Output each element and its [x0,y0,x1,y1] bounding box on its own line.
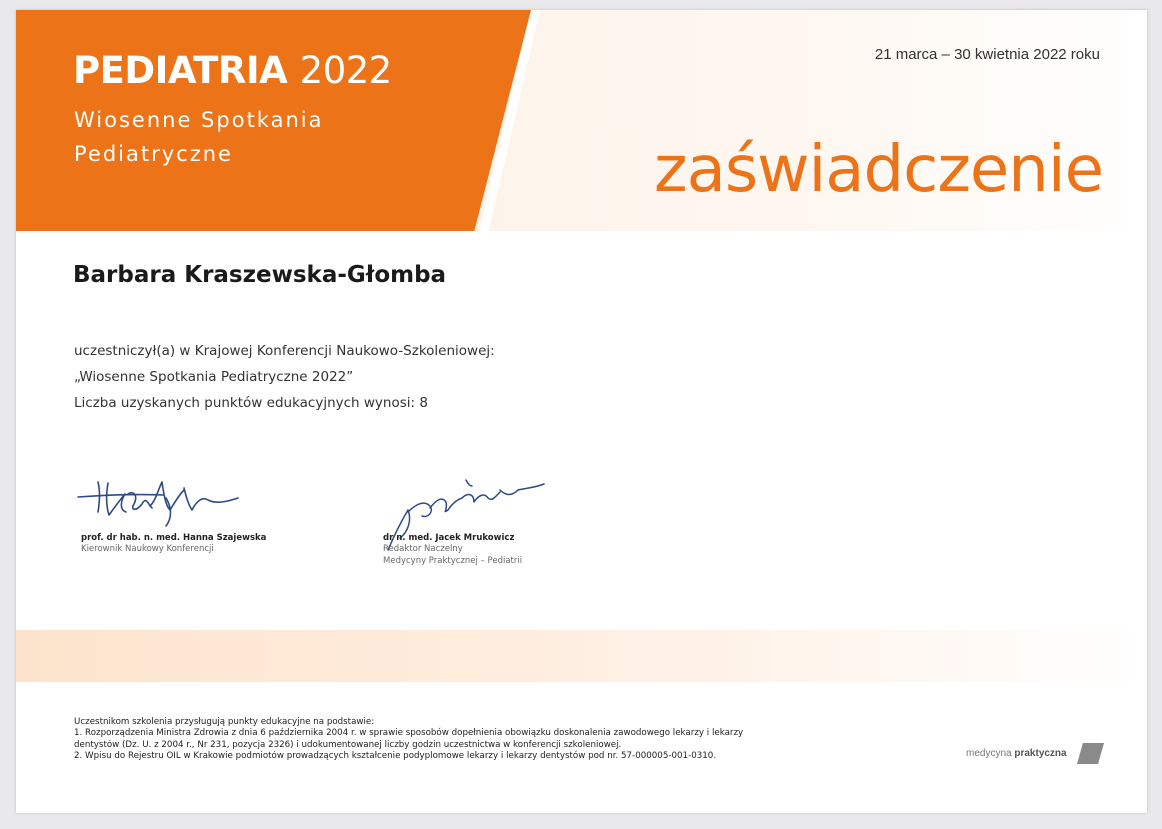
participation-statement: uczestniczył(a) w Krajowej Konferencji Naukowo-Szkoleniowej: [74,343,495,359]
logo-word-medycyna: medycyna [966,748,1012,759]
publisher-logo [966,743,1106,765]
education-points: Liczba uzyskanych punktów edukacyjnych wynosi: 8 [74,395,428,411]
event-year: 2022 [299,49,392,92]
signatory-role: Kierownik Naukowy Konferencji [81,544,214,554]
decorative-band [16,630,1147,682]
recipient-name: Barbara Kraszewska-Głomba [73,262,447,288]
footnote-item1-line2: dentystów (Dz. U. z 2004 r., Nr 231, pozycja 2326) i udokumentowanej liczby godzin uczestnictwa w konferencji szkoleniowej. [74,739,622,750]
signature-szajewska [78,482,238,526]
signature-block-scientific-head [81,533,266,555]
legal-footnote [74,717,743,762]
signatory-role-line2: Medycyny Praktycznej – Pediatrii [383,556,523,566]
event-subtitle: Wiosenne Spotkania Pediatryczne [74,108,324,166]
footnote-item1-line1: 1. Rozporządzenia Ministra Zdrowia z dnia 6 października 2004 r. w sprawie sposobów dopełnienia obowiązku doskonalenia zawodowego lekarzy i lekarzy [74,728,744,739]
footnote-intro: Uczestnikom szkolenia przysługują punkty edukacyjne na podstawie: [74,717,375,727]
document-type-title: zaświadczenie [654,133,1103,207]
event-name: PEDIATRIA [73,49,288,92]
logo-word-praktyczna: praktyczna [1014,748,1067,759]
date-range: 21 marca – 30 kwietnia 2022 roku [874,46,1100,63]
certificate-body [74,338,495,416]
footnote-item2: 2. Wpisu do Rejestru OIL w Krakowie podmiotów prowadzących kształcenie podyplomowe lekarzy i lekarzy dentystów pod nr. 57-000005-001-0310. [74,750,717,761]
conference-name: „Wiosenne Spotkania Pediatryczne 2022” [74,369,354,385]
signature-block-editor [383,533,522,567]
certificate-page [16,10,1147,813]
signatory-name: dr n. med. Jacek Mrukowicz [383,533,515,543]
logo-mark-icon [1077,743,1104,764]
publisher-logo-text [966,748,1067,759]
event-title [73,49,392,92]
signatory-name: prof. dr hab. n. med. Hanna Szajewska [81,533,267,543]
signatory-role-line1: Redaktor Naczelny [383,544,463,554]
